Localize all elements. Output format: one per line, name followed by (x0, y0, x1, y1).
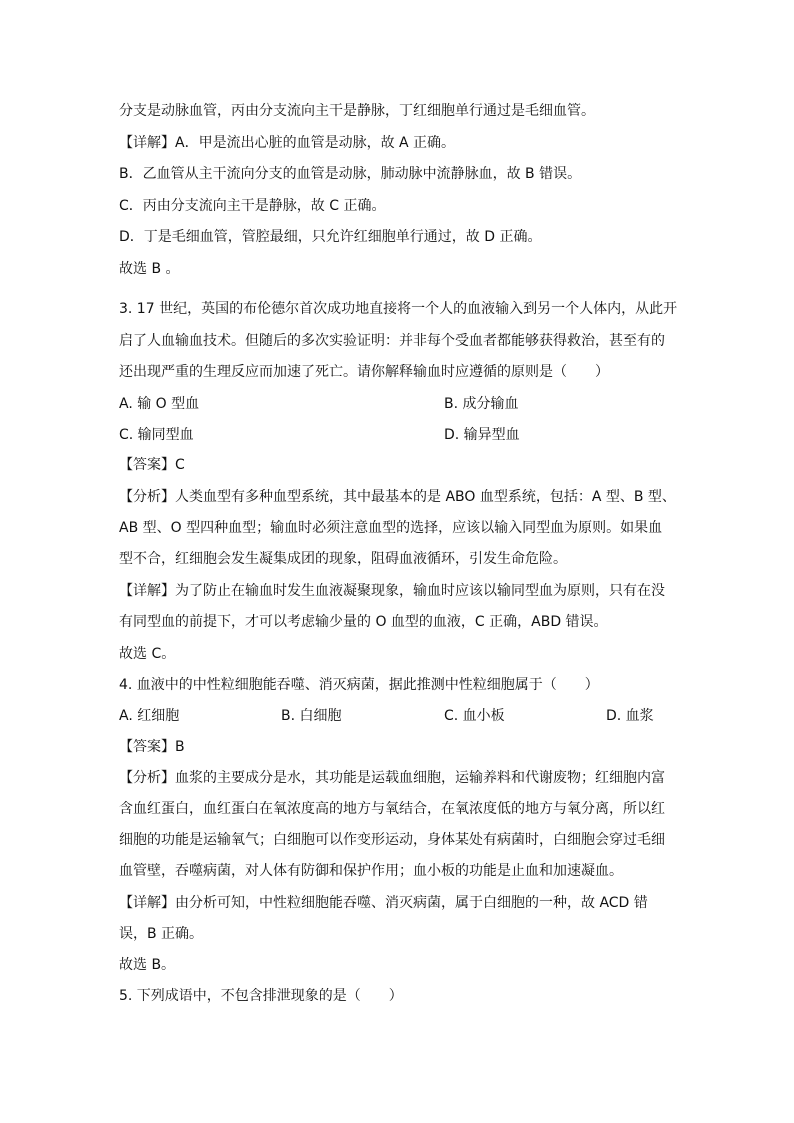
text-line: B．乙血管从主干流向分支的血管是动脉，肺动脉中流静脉血，故 B 错误。 (119, 166, 582, 182)
text-line: 分支是动脉血管，丙由分支流向主干是静脉，丁红细胞单行通过是毛细血管。 (119, 103, 595, 119)
text-line: 细胞的功能是运输氧气；白细胞可以作变形运动，身体某处有病菌时，白细胞会穿过毛细 (119, 832, 665, 848)
q4-option-a: A. 红细胞 (119, 708, 180, 724)
text-line: 含血红蛋白，血红蛋白在氧浓度高的地方与氧结合，在氧浓度低的地方与氧分离，所以红 (119, 801, 665, 817)
q4-explanation: 【详解】由分析可知，中性粒细胞能吞噬、消灭病菌，属于白细胞的一种，故 ACD 错 (119, 895, 648, 911)
q3-answer: 【答案】C (119, 457, 185, 473)
text-line: AB 型、O 型四种血型；输血时必须注意血型的选择，应该以输入同型血为原则。如果血 (119, 520, 663, 536)
q4-choice: 故选 B。 (119, 957, 176, 973)
q4-option-c: C. 血小板 (444, 708, 505, 724)
text-line: 型不合，红细胞会发生凝集成团的现象，阻碍血液循环，引发生命危险。 (119, 551, 567, 567)
q3-option-d: D. 输异型血 (444, 427, 520, 443)
q4-option-b: B. 白细胞 (281, 708, 342, 724)
q4-analysis: 【分析】血浆的主要成分是水，其功能是运载血细胞，运输养料和代谢废物；红细胞内富 (119, 770, 665, 786)
text-line: C．丙由分支流向主干是静脉，故 C 正确。 (119, 198, 386, 214)
q4-answer: 【答案】B (119, 739, 185, 755)
q3-option-a: A. 输 O 型血 (119, 396, 200, 412)
q3-choice: 故选 C。 (119, 646, 176, 662)
q3-explanation: 【详解】为了防止在输血时发生血液凝聚现象，输血时应该以输同型血为原则，只有在没 (119, 583, 665, 599)
q3-option-c: C. 输同型血 (119, 427, 194, 443)
text-line: 启了人血输血技术。但随后的多次实验证明：并非每个受血者都能够获得救治，甚至有的 (119, 333, 665, 349)
text-line: 还出现严重的生理反应而加速了死亡。请你解释输血时应遵循的原则是（ ） (119, 364, 609, 380)
question-3-stem: 3. 17 世纪，英国的布伦德尔首次成功地直接将一个人的血液输入到另一个人体内，从此开 (119, 301, 678, 317)
text-line: 误，B 正确。 (119, 926, 204, 942)
text-line: 有同型血的前提下，才可以考虑输少量的 O 血型的血液，C 正确，ABD 错误。 (119, 614, 608, 630)
text-line: 【详解】A．甲是流出心脏的血管是动脉，故 A 正确。 (119, 135, 456, 151)
q3-analysis: 【分析】人类血型有多种血型系统，其中最基本的是 ABO 血型系统，包括：A 型、B 型、 (119, 489, 676, 505)
text-line: D．丁是毛细血管，管腔最细，只允许红细胞单行通过，故 D 正确。 (119, 229, 542, 245)
q3-option-b: B. 成分输血 (444, 396, 519, 412)
q4-option-d: D. 血浆 (606, 708, 654, 724)
text-line: 血管壁，吞噬病菌，对人体有防御和保护作用；血小板的功能是止血和加速凝血。 (119, 863, 623, 879)
question-5-stem: 5. 下列成语中，不包含排泄现象的是（ ） (119, 988, 403, 1004)
question-4-stem: 4. 血液中的中性粒细胞能吞噬、消灭病菌，据此推测中性粒细胞属于（ ） (119, 677, 599, 693)
text-line: 故选 B 。 (119, 261, 180, 277)
